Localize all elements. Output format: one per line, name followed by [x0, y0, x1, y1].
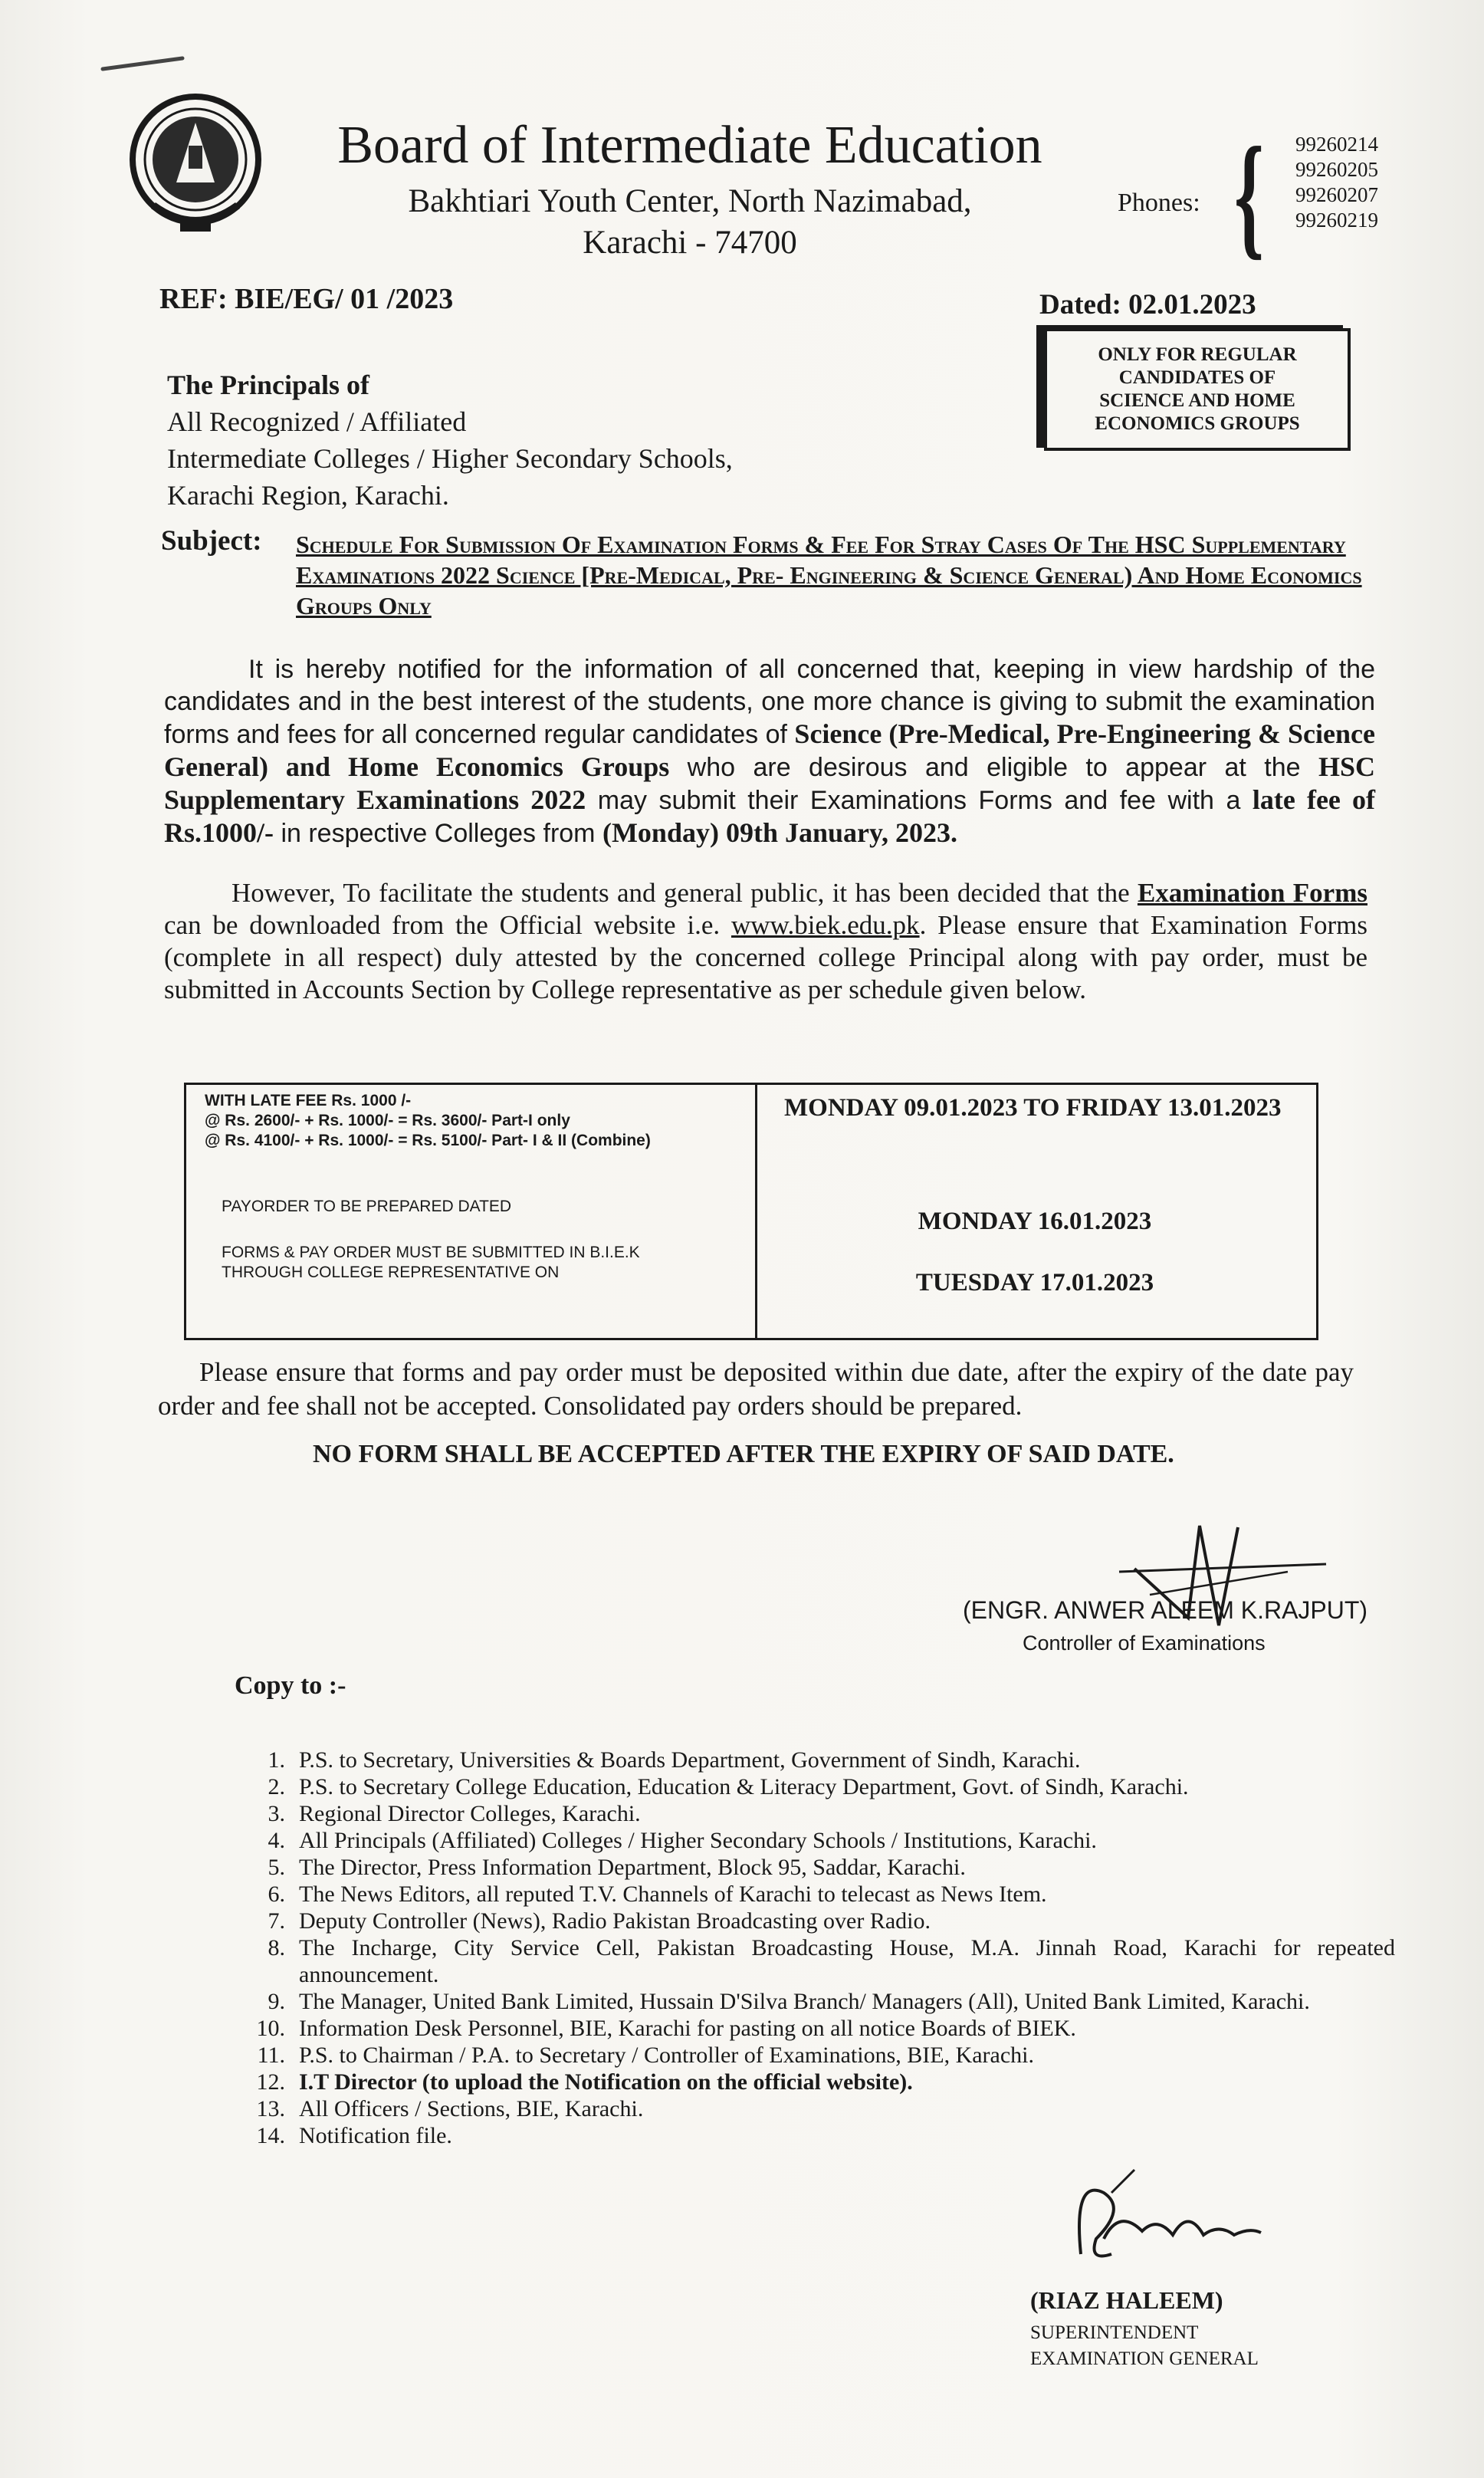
list-text: The Director, Press Information Department, Block 95, Saddar, Karachi.: [299, 1855, 966, 1880]
submit-label: [222, 1243, 640, 1283]
list-item: [230, 1988, 1395, 2015]
payorder-label: PAYORDER TO BE PREPARED DATED: [222, 1198, 512, 1215]
list-text: The Incharge, City Service Cell, Pakistan Broadcasting House, M.A. Jinnah Road, Karachi for repeated announcement.: [299, 1935, 1395, 1987]
submit-label-line: FORMS & PAY ORDER MUST BE SUBMITTED IN B.I.E.K: [222, 1244, 640, 1261]
submit-label-line: THROUGH COLLEGE REPRESENTATIVE ON: [222, 1264, 560, 1281]
list-item: [230, 1773, 1395, 1800]
list-number: 11.: [257, 2043, 285, 2068]
phone-number: 99260214: [1295, 133, 1378, 156]
list-number: 6.: [268, 1882, 285, 1907]
paragraph-notification: [164, 653, 1375, 850]
date-line: Dated: 02.01.2023: [1039, 289, 1256, 320]
list-number: 12.: [256, 2069, 285, 2095]
org-title: Board of Intermediate Education: [337, 116, 1042, 175]
addressee-line: Karachi Region, Karachi.: [167, 480, 449, 511]
list-number: 1.: [268, 1747, 285, 1773]
list-text: Notification file.: [299, 2123, 452, 2148]
address-line-1: Bakhtiari Youth Center, North Nazimabad,: [408, 183, 972, 219]
list-item: [230, 2042, 1395, 2069]
fee-cell: [205, 1091, 651, 1151]
list-number: 5.: [268, 1855, 285, 1880]
late-fee-title: WITH LATE FEE Rs. 1000 /-: [205, 1092, 412, 1109]
list-text: The News Editors, all reputed T.V. Channels of Karachi to telecast as News Item.: [299, 1882, 1047, 1907]
regular-candidates-stamp: [1044, 328, 1351, 451]
list-text: All Officers / Sections, BIE, Karachi.: [299, 2096, 644, 2121]
signatory2-role: [1030, 2320, 1259, 2372]
addressee-line: All Recognized / Affiliated: [167, 406, 467, 437]
subject-label: Subject:: [161, 525, 262, 557]
reference-number: REF: BIE/EG/ 01 /2023: [159, 283, 454, 315]
fee-part2: @ Rs. 4100/- + Rs. 1000/- = Rs. 5100/- Part- I & II (Combine): [205, 1132, 651, 1149]
list-item: [230, 2015, 1395, 2042]
list-number: 14.: [256, 2123, 285, 2148]
list-text: P.S. to Secretary, Universities & Boards Department, Government of Sindh, Karachi.: [299, 1747, 1081, 1773]
paragraph-deadline: Please ensure that forms and pay order must be deposited within due date, after the expiry of the date pay order and fee shall not be accepted. Consolidated pay orders should be prepared.: [158, 1357, 1354, 1421]
addressee-block: [167, 366, 733, 514]
payorder-date: MONDAY 16.01.2023: [918, 1208, 1152, 1235]
signature-icon: [1058, 2162, 1272, 2269]
brace-icon: {: [1234, 119, 1265, 271]
list-item: [230, 1800, 1395, 1827]
list-number: 8.: [268, 1935, 285, 1960]
para-bold: Science (Pre-Medical, Pre-Engineering & Science General) and Home Economics Groups: [164, 718, 1375, 782]
list-number: 7.: [268, 1908, 285, 1934]
para-text: in respective Colleges from: [274, 819, 602, 848]
signatory1-name: (ENGR. ANWER ALEEM K.RAJPUT): [963, 1596, 1368, 1624]
copy-to-list: [230, 1747, 1395, 2149]
list-number: 10.: [256, 2016, 285, 2041]
list-item: [230, 1827, 1395, 1854]
list-text: The Manager, United Bank Limited, Hussain D'Silva Branch/ Managers (All), United Bank Limited, Karachi.: [299, 1989, 1310, 2014]
list-item: [230, 1881, 1395, 1908]
para-text: may submit their Examinations Forms and fee with a: [586, 786, 1253, 815]
paragraph-download: [164, 877, 1367, 1006]
stamp-line: ONLY FOR REGULAR: [1098, 344, 1297, 365]
notice-no-form: NO FORM SHALL BE ACCEPTED AFTER THE EXPIRY OF SAID DATE.: [313, 1440, 1174, 1468]
list-number: 4.: [268, 1828, 285, 1853]
signatory2-role-line: EXAMINATION GENERAL: [1030, 2348, 1259, 2369]
pen-mark-decoration: [100, 55, 186, 72]
para-text: It is hereby notified for the information of all concerned that, keeping in view hardship of the candidates and in the best interest of the students, one more chance is giving to submit the examination forms and fees for all concerned regular candidates of: [164, 655, 1375, 749]
copy-to-label: Copy to :-: [235, 1671, 346, 1700]
list-text: P.S. to Chairman / P.A. to Secretary / Controller of Examinations, BIE, Karachi.: [299, 2043, 1035, 2068]
list-item: [230, 1934, 1395, 1988]
list-number: 3.: [268, 1801, 285, 1826]
addressee-line: Intermediate Colleges / Higher Secondary Schools,: [167, 443, 733, 474]
para-text: can be downloaded from the Official website i.e.: [164, 910, 731, 940]
list-item: [230, 2095, 1395, 2122]
website-link[interactable]: www.biek.edu.pk: [731, 910, 920, 940]
stamp-line: ECONOMICS GROUPS: [1095, 413, 1300, 434]
list-item: [230, 1854, 1395, 1881]
para-text: However, To facilitate the students and general public, it has been decided that the: [231, 878, 1138, 908]
address-line-2: Karachi - 74700: [583, 225, 797, 261]
list-item: [230, 1747, 1395, 1773]
list-number: 2.: [268, 1774, 285, 1799]
list-text: Information Desk Personnel, BIE, Karachi for pasting on all notice Boards of BIEK.: [299, 2016, 1076, 2041]
list-item: [230, 2069, 1395, 2095]
signatory2-name: (RIAZ HALEEM): [1030, 2286, 1223, 2314]
phone-list: [1295, 132, 1378, 233]
addressee-line: The Principals of: [167, 370, 370, 400]
list-text: Deputy Controller (News), Radio Pakistan Broadcasting over Radio.: [299, 1908, 931, 1934]
list-item: [230, 2122, 1395, 2149]
list-item: [230, 1908, 1395, 1934]
list-text: I.T Director (to upload the Notification on the official website).: [299, 2069, 913, 2095]
list-number: 9.: [268, 1989, 285, 2014]
list-text: All Principals (Affiliated) Colleges / Higher Secondary Schools / Institutions, Karachi.: [299, 1828, 1097, 1853]
para-bold-underline: Examination Forms: [1137, 878, 1367, 908]
stamp-line: SCIENCE AND HOME: [1099, 390, 1295, 411]
para-bold: HSC Supplementary Examinations 2022: [164, 751, 1375, 815]
list-text: P.S. to Secretary College Education, Education & Literacy Department, Govt. of Sindh, Karachi.: [299, 1774, 1189, 1799]
signatory2-role-line: SUPERINTENDENT: [1030, 2322, 1199, 2343]
para-bold: (Monday) 09th January, 2023.: [602, 817, 957, 848]
phone-number: 99260219: [1295, 209, 1378, 232]
phone-number: 99260207: [1295, 183, 1378, 206]
schedule-table: [184, 1083, 1318, 1340]
late-fee-dates: MONDAY 09.01.2023 TO FRIDAY 13.01.2023: [784, 1094, 1282, 1122]
list-text: Regional Director Colleges, Karachi.: [299, 1801, 641, 1826]
phones-label: Phones:: [1118, 189, 1200, 217]
signatory1-role: Controller of Examinations: [1023, 1632, 1266, 1655]
fee-part1: @ Rs. 2600/- + Rs. 1000/- = Rs. 3600/- Part-I only: [205, 1112, 570, 1129]
para-text: who are desirous and eligible to appear at the: [669, 753, 1318, 782]
para-bold: late fee of Rs.1000/-: [164, 784, 1375, 848]
para-text: . Please ensure that Examination Forms (complete in all respect) duly attested by the concerned college Principal along with pay order, must be submitted in Accounts Section by College representative as per schedule given below.: [164, 910, 1367, 1004]
list-number: 13.: [256, 2096, 285, 2121]
stamp-line: CANDIDATES OF: [1118, 367, 1276, 388]
phone-number: 99260205: [1295, 158, 1378, 181]
subject-text: Schedule For Submission Of Examination Forms & Fee For Stray Cases Of The HSC Supplementary Examinations 2022 Science [Pre-Medical, Pre- Engineering & Science General) And Home Economics Groups Only: [296, 531, 1362, 620]
submit-date: TUESDAY 17.01.2023: [915, 1269, 1154, 1297]
